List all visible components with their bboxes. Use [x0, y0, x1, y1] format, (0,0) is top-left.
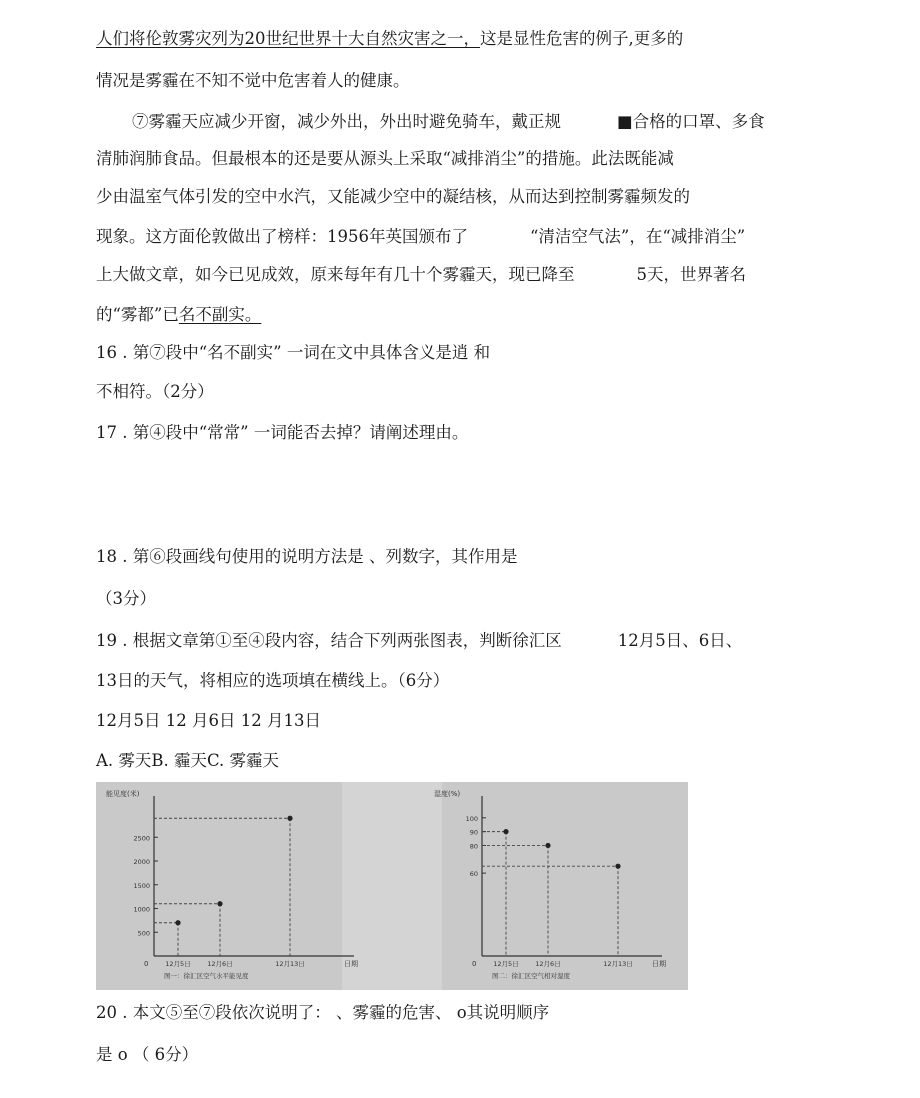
question-19-options: A. 雾天B. 霾天C. 雾霾天 [96, 751, 280, 770]
chart-right-ytick-label: 80 [469, 842, 478, 851]
chart-left-point [287, 816, 292, 821]
question-19-dates: 12月5日 12 月6日 12 月13日 [96, 711, 321, 730]
underlined-phrase: 名不副实。 [178, 305, 262, 324]
passage-line-3: ⑦雾霾天应减少开窗，减少外出，外出时避免骑车，戴正规 ■合格的口罩、多食 [132, 112, 765, 131]
chart-right-xtick-label: 12月13日 [603, 960, 633, 968]
chart-right-ylabel: 湿度(%) [434, 790, 461, 798]
chart-left-ytick-label: 2500 [133, 834, 150, 843]
chart-right-point [545, 843, 550, 848]
passage-line-2: 情况是雾霾在不知不觉中危害着人的健康。 [96, 71, 410, 90]
chart-right-origin: 0 [472, 960, 477, 968]
question-19-line-2: 13日的天气，将相应的选项填在横线上。（6分） [96, 671, 450, 690]
question-19-line-1: 19 . 根据文章第①至④段内容，结合下列两张图表，判断徐汇区 12月5日、6日、 [96, 631, 743, 650]
chart-right-xlabel: 日期 [652, 960, 666, 968]
passage-line-6: 现象。这方面伦敦做出了榜样：1956年英国颁布了 “清洁空气法”，在“减排消尘” [96, 227, 746, 246]
chart-left-ytick-label: 2000 [133, 858, 150, 866]
question-20-line-2: 是 o （ 6分） [96, 1045, 199, 1064]
chart-left-ytick-label: 500 [137, 929, 150, 938]
chart-right-xtick-label: 12月5日 [493, 960, 519, 968]
underlined-sentence: 人们将伦敦雾灾列为20世纪世界十大自然灾害之一， [96, 29, 480, 48]
chart-left-ytick-label: 1000 [133, 905, 150, 914]
chart-right-ytick-label: 60 [469, 870, 478, 879]
question-18-line-1: 18 . 第⑥段画线句使用的说明方法是 、列数字，其作用是 [96, 547, 518, 566]
question-16-line-1: 16 . 第⑦段中“名不副实” 一词在文中具体含义是逍 和 [96, 343, 491, 362]
chart-left-xtick-label: 12月5日 [165, 960, 191, 968]
passage-line-7: 上大做文章，如今已见成效，原来每年有几十个雾霾天，现已降至 5天，世界著名 [96, 265, 746, 284]
chart-svg [96, 782, 688, 990]
chart-left-xlabel: 日期 [344, 960, 358, 968]
chart-left-ytick-label: 1500 [133, 881, 150, 890]
question-20-line-1: 20 . 本文⑤至⑦段依次说明了： 、雾霾的危害、 o其说明顺序 [96, 1003, 550, 1022]
chart-left-point [175, 920, 180, 925]
question-18-line-2: （3分） [96, 589, 156, 608]
chart-left-ylabel: 能见度(米) [106, 790, 140, 798]
chart-right-point [615, 864, 620, 869]
passage-line-1: 人们将伦敦雾灾列为20世纪世界十大自然灾害之一，这是显性危害的例子,更多的 [96, 29, 684, 48]
chart-left-xtick-label: 12月6日 [207, 960, 233, 968]
chart-left-point [217, 901, 222, 906]
chart-right-point [503, 829, 508, 834]
chart-right-xtick-label: 12月6日 [535, 960, 561, 968]
question-17: 17 . 第④段中“常常” 一词能否去掉？请阐述理由。 [96, 423, 469, 442]
passage-line-5: 少由温室气体引发的空中水汽，又能减少空中的凝结核，从而达到控制雾霾频发的 [96, 187, 690, 206]
chart-left-xtick-label: 12月13日 [275, 960, 305, 968]
chart-right-title: 图二：徐汇区空气相对湿度 [492, 972, 570, 980]
passage-line-4: 清肺润肺食品。但最根本的还是要从源头上采取“减排消尘”的措施。此法既能减 [96, 149, 674, 168]
chart-right-ytick-label: 90 [469, 828, 478, 837]
chart-right-ytick-label: 100 [465, 814, 478, 823]
passage-line-8: 的“雾都”已名不副实。 [96, 305, 262, 324]
question-16-line-2: 不相符。（2分） [96, 382, 214, 401]
chart-figure [96, 782, 688, 990]
chart-left-origin: 0 [144, 960, 149, 968]
chart-left-title: 图一：徐汇区空气水平能见度 [164, 972, 249, 980]
